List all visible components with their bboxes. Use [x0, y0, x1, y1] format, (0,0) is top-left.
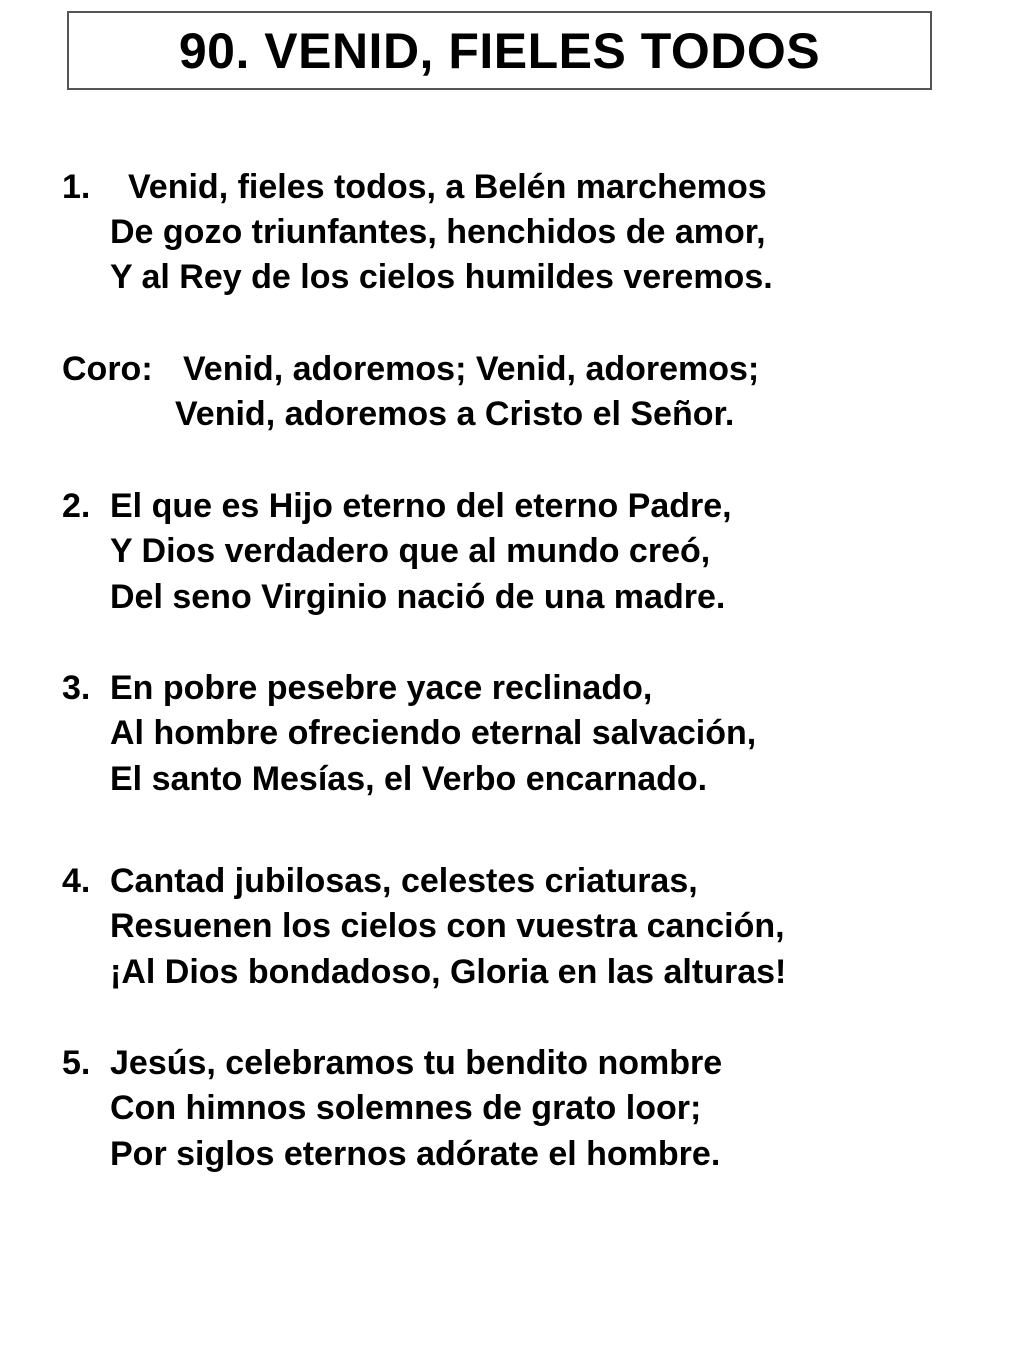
page-title: 90. VENID, FIELES TODOS [178, 22, 821, 79]
verse-line: De gozo triunfantes, henchidos de amor, [110, 213, 766, 251]
verse-line: Resuenen los cielos con vuestra canción, [110, 907, 785, 945]
verse-line: Por siglos eternos adórate el hombre. [110, 1135, 721, 1173]
title-box [67, 11, 932, 90]
verse-line: En pobre pesebre yace reclinado, [110, 669, 653, 707]
verse-line: Cantad jubilosas, celestes criaturas, [110, 862, 698, 900]
verse-line: El que es Hijo eterno del eterno Padre, [110, 487, 732, 525]
verse-line: Jesús, celebramos tu bendito nombre [110, 1044, 723, 1082]
chorus-line: Venid, adoremos; Venid, adoremos; [183, 350, 760, 388]
verse-line: Con himnos solemnes de grato loor; [110, 1089, 702, 1127]
chorus-label: Coro: [62, 350, 153, 388]
stanza-number: 4. [62, 862, 91, 900]
chorus-line: Venid, adoremos a Cristo el Señor. [175, 395, 735, 433]
verse-line: El santo Mesías, el Verbo encarnado. [110, 760, 708, 798]
stanza-number: 1. [62, 168, 91, 206]
verse-line: Del seno Virginio nació de una madre. [110, 578, 726, 616]
verse-line: Y al Rey de los cielos humildes veremos. [110, 258, 773, 296]
verse-line: Al hombre ofreciendo eternal salvación, [110, 714, 757, 752]
stanza-number: 2. [62, 487, 91, 525]
verse-line: Venid, fieles todos, a Belén marchemos [128, 168, 767, 206]
stanza-number: 3. [62, 669, 91, 707]
verse-line: Y Dios verdadero que al mundo creó, [110, 532, 711, 570]
verse-line: ¡Al Dios bondadoso, Gloria en las alturas! [110, 953, 787, 991]
stanza-number: 5. [62, 1044, 91, 1082]
